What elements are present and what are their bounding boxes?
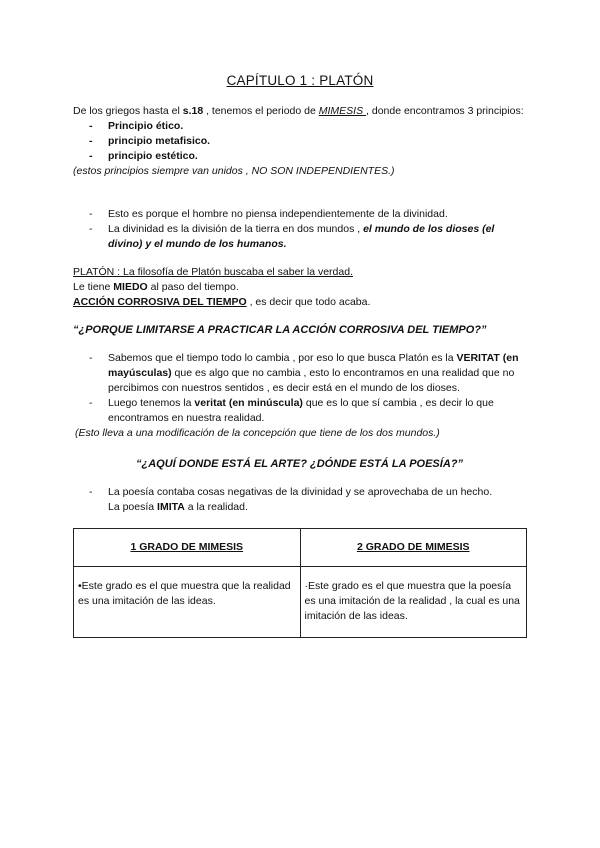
fear-text-2: al paso del tiempo. bbox=[147, 281, 239, 293]
answers-note: (Esto lleva a una modificación de la concepción que tiene de los dos mundos.) bbox=[75, 427, 440, 439]
reason-text: La divinidad es la división de la tierra en dos mundos , bbox=[108, 223, 364, 235]
century-text: s.18 bbox=[182, 105, 204, 117]
answer-text: que es lo que sí cambia , es decir lo que encontramos en nuestra realidad. bbox=[108, 397, 494, 424]
table-header-row bbox=[74, 529, 527, 567]
intro-text-1: De los griegos hasta el bbox=[73, 105, 183, 117]
poetry-section bbox=[73, 485, 526, 515]
table-header-cell bbox=[74, 529, 301, 567]
intro-paragraph bbox=[73, 104, 526, 119]
imita-word: IMITA bbox=[157, 501, 185, 513]
intro-text-3: , donde encontramos 3 principios: bbox=[366, 105, 524, 117]
reasons-section bbox=[73, 207, 526, 252]
question-heading-1: “¿PORQUE LIMITARSE A PRACTICAR LA ACCIÓN CORROSIVA DEL TIEMPO?” bbox=[73, 324, 487, 336]
intro-text-2: , tenemos el periodo de bbox=[203, 105, 319, 117]
grade-2-header: 2 GRADO DE MIMESIS bbox=[356, 541, 470, 553]
grade-1-description: •Este grado es el que muestra que la realidad es una imitación de las ideas. bbox=[74, 567, 301, 638]
poetry-text: a la realidad. bbox=[184, 501, 248, 513]
principles-list bbox=[73, 119, 526, 164]
answer-text: que es algo que no cambia , esto lo encontramos en una realidad que no percibimos con nuestros sentidos , es decir está en el mundo de los dioses. bbox=[108, 367, 515, 394]
veritat-upper-term: VERITAT (en mayúsculas) bbox=[108, 352, 519, 379]
principle-item: - principio metafisico. bbox=[73, 134, 526, 149]
page-title: CAPÍTULO 1 : PLATÓN bbox=[226, 73, 374, 88]
plato-line: PLATÓN : La filosofía de Platón buscaba el saber la verdad. bbox=[73, 266, 353, 278]
action-text: , es decir que todo acaba. bbox=[246, 296, 371, 308]
answers-section bbox=[73, 351, 526, 441]
answer-item bbox=[73, 396, 526, 426]
answers-list bbox=[73, 351, 526, 426]
table-header-cell bbox=[300, 529, 527, 567]
reason-item: - Esto es porque el hombre no piensa independientemente de la divinidad. bbox=[73, 207, 526, 222]
answer-text: Sabemos que el tiempo todo lo cambia , por eso lo que busca Platón es la bbox=[108, 352, 457, 364]
veritat-lower-term: veritat (en minúscula) bbox=[194, 397, 303, 409]
poetry-text: La poesía bbox=[108, 501, 158, 513]
intro-section bbox=[73, 104, 526, 179]
fear-line bbox=[73, 280, 526, 295]
action-line bbox=[73, 295, 526, 310]
mimesis-term: MIMESIS bbox=[318, 105, 367, 117]
poetry-item bbox=[73, 485, 526, 515]
answer-text: Luego tenemos la bbox=[108, 397, 195, 409]
reason-item bbox=[73, 222, 526, 252]
plato-section bbox=[73, 265, 526, 310]
table-row bbox=[74, 567, 527, 638]
question-heading-2: “¿AQUÍ DONDE ESTÁ EL ARTE? ¿DÓNDE ESTÁ LA POESÍA?” bbox=[136, 458, 463, 470]
principle-item: - principio estético. bbox=[73, 149, 526, 164]
fear-text-1: Le tiene bbox=[73, 281, 114, 293]
fear-word: MIEDO bbox=[113, 281, 148, 293]
poetry-text: La poesía contaba cosas negativas de la divinidad y se aprovechaba de un hecho. bbox=[108, 486, 493, 498]
two-worlds-text: el mundo de los dioses (el divino) y el mundo de los humanos. bbox=[108, 223, 495, 250]
reasons-list bbox=[73, 207, 526, 252]
principle-item: - Principio ético. bbox=[73, 119, 526, 134]
grade-1-header: 1 GRADO DE MIMESIS bbox=[130, 541, 244, 553]
answer-item bbox=[73, 351, 526, 396]
grade-2-description: ·Este grado es el que muestra que la poesía es una imitación de la realidad , la cual es una imitación de las ideas. bbox=[300, 567, 527, 638]
poetry-list bbox=[73, 485, 526, 515]
corrosive-action-term: ACCIÓN CORROSIVA DEL TIEMPO bbox=[73, 296, 247, 308]
mimesis-grades-table bbox=[73, 528, 527, 638]
principles-note: (estos principios siempre van unidos , NO SON INDEPENDIENTES.) bbox=[73, 165, 395, 177]
